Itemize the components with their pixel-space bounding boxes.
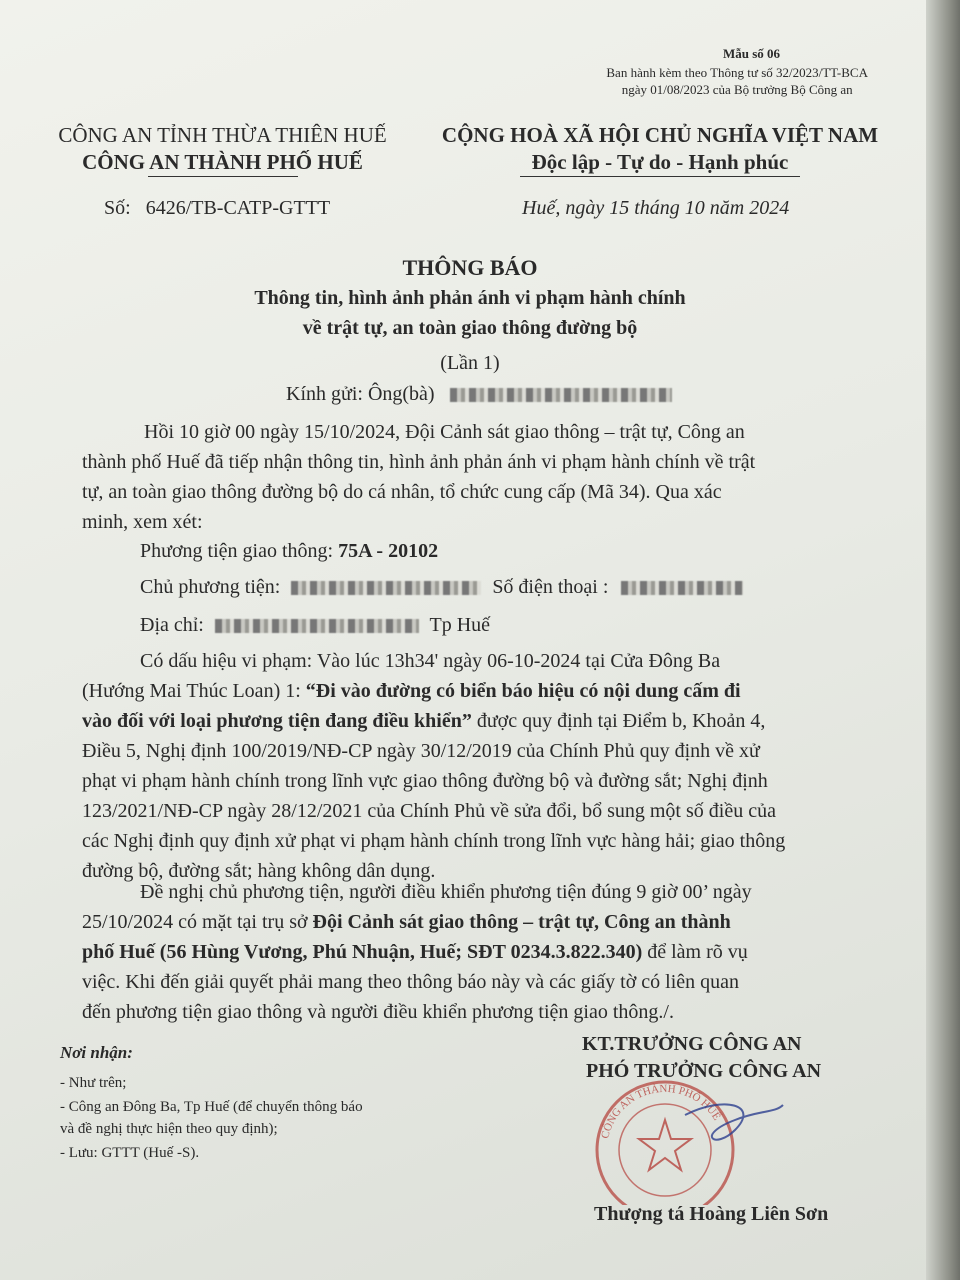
p1-line-4: minh, xem xét: [82,511,203,533]
p2-line-1: Có dấu hiệu vi phạm: Vào lúc 13h34' ngày 06-10-2024 tại Cửa Đông Ba [140,650,721,672]
issued-line-1: Ban hành kèm theo Thông tư số 32/2023/TT-BCA [606,65,868,80]
p3-line-2 [82,907,898,937]
p2-line-5: phạt vi phạm hành chính trong lĩnh vực giao thông đường bộ và đường sắt; Nghị định [82,770,768,792]
redacted-phone-number [621,581,743,595]
recipients-label: Nơi nhận: [60,1043,133,1062]
signature-title-2: PHÓ TRƯỞNG CÔNG AN [586,1060,822,1082]
p2-line-2-text: (Hướng Mai Thúc Loan) 1: [82,680,306,702]
paragraph-violation [82,646,898,886]
p2-line-3 [82,706,898,736]
seal-icon [585,1075,785,1205]
page-edge-shadow [926,0,960,1280]
issued-line-2: ngày 01/08/2023 của Bộ trưởng Bộ Công an [621,82,853,97]
p2-line-3-text: được quy định tại Điểm b, Khoản 4, [471,710,766,732]
document-title: THÔNG BÁO [402,255,538,280]
vehicle-label: Phương tiện giao thông: [140,540,334,562]
p1-line-1: Hồi 10 giờ 00 ngày 15/10/2024, Đội Cảnh sát giao thông – trật tự, Công an [144,421,745,443]
p2-line-2 [82,676,898,706]
p2-line-8: đường bộ, đường sắt; hàng không dân dụng. [82,860,436,882]
office-name-part-2: phố Huế (56 Hùng Vương, Phú Nhuận, Huế; SĐT 0234.3.822.340) [82,941,643,963]
agency-name: CÔNG AN THÀNH PHỐ HUẾ [82,150,363,174]
address-line [140,614,490,637]
signer-name: Thượng tá Hoàng Liên Sơn [594,1203,829,1225]
signature-stroke [685,1104,783,1139]
redacted-owner-name [291,581,481,595]
document-number-value: 6426/TB-CATP-GTTT [145,197,331,219]
recipient-label: Kính gửi: Ông(bà) [286,383,435,405]
p2-line-7: các Nghị định quy định xử phạt vi phạm hành chính trong lĩnh vực hàng hải; giao thông [82,830,786,852]
recipient-item-3: - Lưu: GTTT (Huế -S). [60,1145,200,1161]
violation-quote-part-1: “Đi vào đường có biển báo hiệu có nội dung cấm đi [305,680,741,702]
form-number: Mẫu số 06 [722,46,780,61]
subtitle-line-2: về trật tự, an toàn giao thông đường bộ [302,317,638,339]
owner-label: Chủ phương tiện: [140,576,281,598]
document-number-label: Số: [104,197,131,219]
issued-reference [606,64,868,98]
subtitle-line-1: Thông tin, hình ảnh phản ánh vi phạm hành chính [254,287,686,309]
p3-line-5: đến phương tiện giao thông và người điều khiển phương tiện giao thông./. [82,1001,674,1023]
document-number [104,197,330,220]
vehicle-plate: 75A - 20102 [338,540,439,562]
agency-parent: CÔNG AN TỈNH THỪA THIÊN HUẾ [58,123,387,147]
national-title: CỘNG HOÀ XÃ HỘI CHỦ NGHĨA VIỆT NAM [441,123,879,147]
phone-label: Số điện thoại : [492,576,609,598]
redacted-address [215,619,419,633]
recipient-item-1: - Như trên; [60,1075,127,1091]
p3-line-1: Đề nghị chủ phương tiện, người điều khiển phương tiện đúng 9 giờ 00’ ngày [140,881,752,903]
redacted-recipient-name [450,388,672,402]
agency-underline [148,176,298,177]
svg-text:CÔNG AN THÀNH PHỐ HUẾ: CÔNG AN THÀNH PHỐ HUẾ [599,1082,723,1140]
office-name-part-1: Đội Cảnh sát giao thông – trật tự, Công an thành [312,911,731,933]
recipient-item-2a: - Công an Đông Ba, Tp Huế (để chuyển thông báo [60,1099,363,1115]
p2-line-6: 123/2021/NĐ-CP ngày 28/12/2021 của Chính Phủ về sửa đổi, bổ sung một số điều của [82,800,776,822]
official-seal-and-signature [585,1075,785,1205]
p3-line-2-text: 25/10/2024 có mặt tại trụ sở [82,911,313,933]
p1-line-3: tự, an toàn giao thông đường bộ do cá nhân, tổ chức cung cấp (Mã 34). Qua xác [82,481,722,503]
address-label: Địa chỉ: [140,614,204,636]
vehicle-line [140,540,438,563]
signature-title-1: KT.TRƯỞNG CÔNG AN [582,1033,802,1055]
p3-line-4: việc. Khi đến giải quyết phải mang theo thông báo này và các giấy tờ có liên quan [82,971,740,993]
p3-line-3-text: để làm rõ vụ [642,941,748,963]
recipient-line [286,383,672,406]
p1-line-2: thành phố Huế đã tiếp nhận thông tin, hình ảnh phản ánh vi phạm hành chính về trật [82,451,756,473]
motto-underline [520,176,800,177]
place-date: Huế, ngày 15 tháng 10 năm 2024 [522,197,790,219]
p2-line-4: Điều 5, Nghị định 100/2019/NĐ-CP ngày 30/12/2019 của Chính Phủ quy định về xử [82,740,760,762]
paragraph-intake [82,417,898,537]
address-city: Tp Huế [429,614,491,636]
violation-quote-part-2: vào đối với loại phương tiện đang điều khiển” [82,710,472,732]
recipient-item-2b: và đề nghị thực hiện theo quy định); [60,1121,278,1137]
attempt-number: (Lần 1) [440,352,500,374]
paragraph-summons [82,877,898,1027]
national-motto: Độc lập - Tự do - Hạnh phúc [531,150,789,174]
p3-line-3 [82,937,898,967]
owner-line [140,576,743,599]
